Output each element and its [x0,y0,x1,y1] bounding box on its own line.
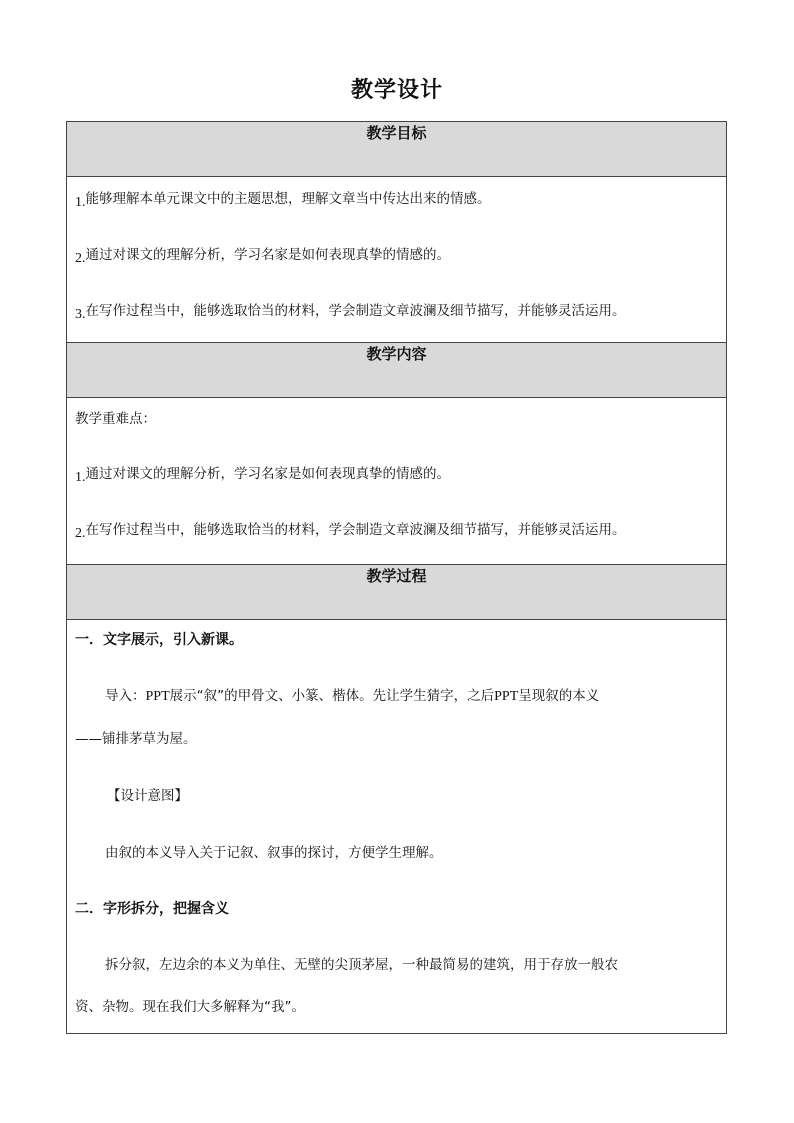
item-text: 在写作过程当中，能够选取恰当的材料，学会制造文章波澜及细节描写，并能够灵活运用。 [85,522,626,538]
section-header-process: 教学过程 [67,565,727,620]
item-text: 能够理解本单元课文中的主题思想，理解文章当中传达出来的情感。 [85,191,491,207]
item-number: 1. [75,470,86,485]
objective-item [75,189,718,210]
section-header-row [67,122,727,177]
process-cell [67,620,727,1034]
step2-text-continued: 资、杂物。现在我们大多解释为“我”。 [75,999,305,1015]
key-point-item [75,464,718,485]
key-point-item [75,520,718,541]
ppt-text: PPT [494,689,519,704]
item-text: 通过对课文的理解分析，学习名家是如何表现真挚的情感的。 [85,466,450,482]
item-text: 通过对课文的理解分析，学习名家是如何表现真挚的情感的。 [85,247,450,263]
section-header-row [67,565,727,620]
step2-heading: 二．字形拆分，把握含义 [75,901,229,917]
page-title: 教学设计 [350,78,443,103]
objective-item [75,245,718,266]
step1-intro [75,686,718,707]
ppt-text: PPT [145,689,170,704]
objectives-row [67,177,727,343]
item-number: 1. [75,195,86,210]
key-points-label: 教学重难点： [75,411,156,427]
content-cell [67,398,727,565]
intro-text: 导入： [105,688,146,704]
section-header-row [67,343,727,398]
section-header-objectives: 教学目标 [67,122,727,177]
item-number: 2. [75,251,86,266]
intro-text: 呈现叙的本义 [518,688,600,704]
item-number: 2. [75,526,86,541]
objective-item [75,301,718,322]
content-row [67,398,727,565]
design-intent-text: 由叙的本义导入关于记叙、叙事的探讨，方便学生理解。 [105,845,443,861]
lesson-plan-table [66,121,727,1034]
step2-text: 拆分叙，左边余的本义为单住、无壁的尖顶茅屋，一种最简易的建筑，用于存放一般农 [105,957,618,973]
process-row [67,620,727,1034]
item-number: 3. [75,307,86,322]
section-header-content: 教学内容 [67,343,727,398]
step1-intro-continued: ——铺排茅草为屋。 [75,731,197,747]
step1-heading: 一．文字展示，引入新课。 [75,632,243,648]
objectives-cell [67,177,727,343]
item-text: 在写作过程当中，能够选取恰当的材料，学会制造文章波澜及细节描写，并能够灵活运用。 [85,303,626,319]
design-intent-label: 【设计意图】 [107,788,188,804]
intro-text: 展示“叙”的甲骨文、小篆、楷体。先让学生猜字，之后 [169,688,495,704]
